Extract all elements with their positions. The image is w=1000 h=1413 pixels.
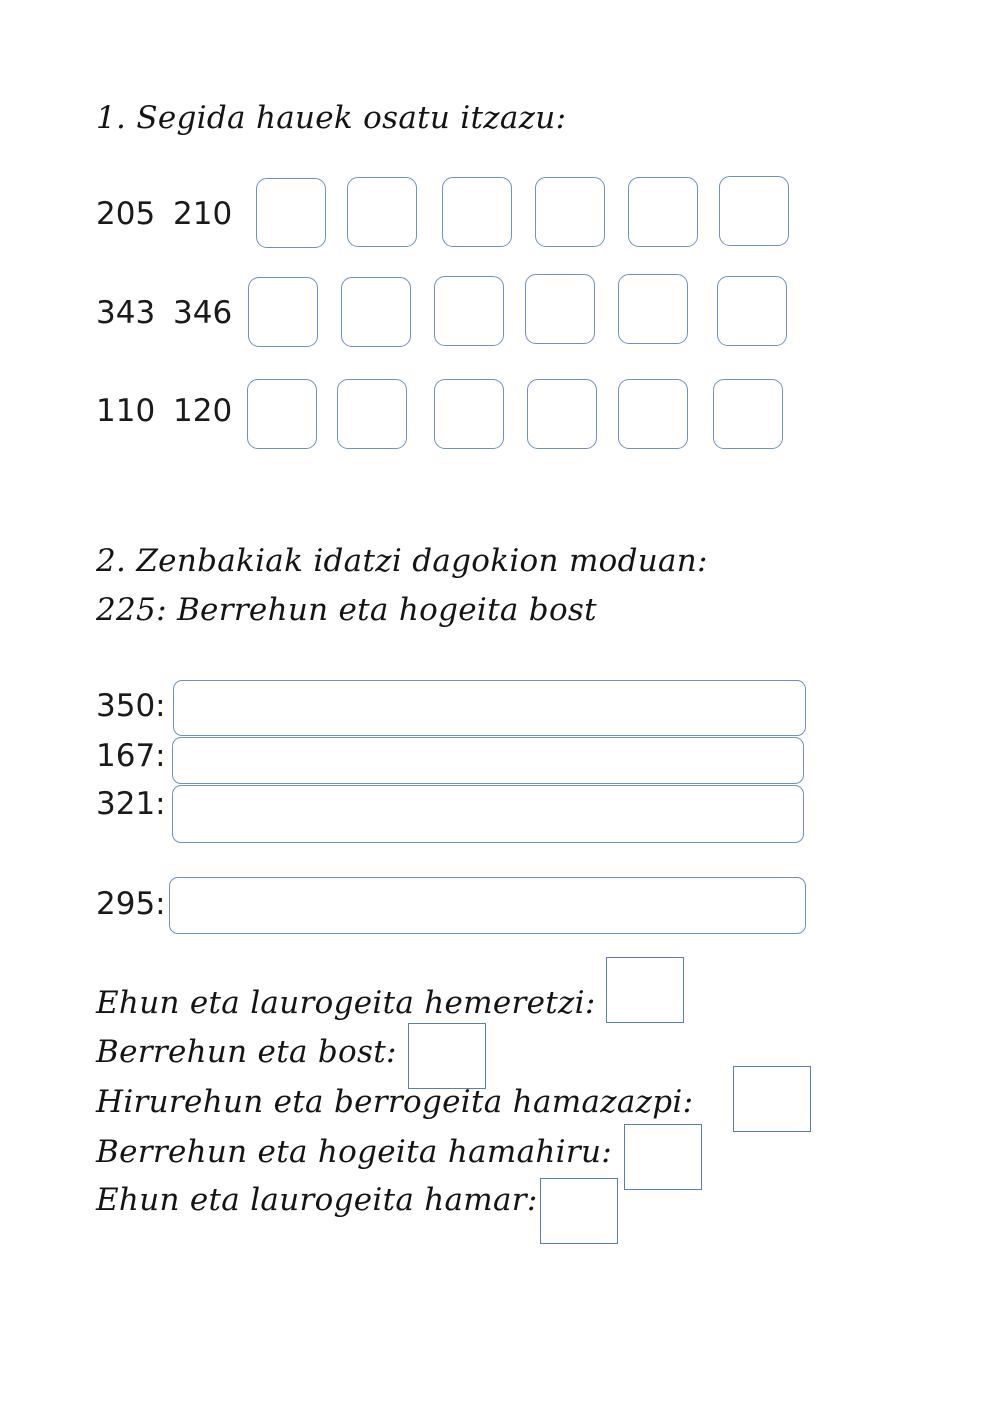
number-label-167: 167: bbox=[96, 738, 166, 774]
number-label-350: 350: bbox=[96, 688, 166, 724]
sequence-1-second: 210 bbox=[173, 196, 233, 232]
sequence-1-first: 205 bbox=[96, 196, 156, 232]
number-label-295: 295: bbox=[96, 886, 166, 922]
sequence-1-answer-box-2[interactable] bbox=[347, 177, 417, 247]
sequence-2-answer-box-2[interactable] bbox=[341, 277, 411, 347]
word-answer-box-4[interactable] bbox=[624, 1124, 702, 1190]
word-number-4: Berrehun eta hogeita hamahiru: bbox=[96, 1134, 612, 1170]
word-number-5: Ehun eta laurogeita hamar: bbox=[96, 1182, 538, 1218]
sequence-3-answer-box-1[interactable] bbox=[247, 379, 317, 449]
sequence-1-answer-box-4[interactable] bbox=[535, 177, 605, 247]
sequence-1-answer-box-3[interactable] bbox=[442, 177, 512, 247]
sequence-1-answer-box-6[interactable] bbox=[719, 176, 789, 246]
sequence-3-answer-box-3[interactable] bbox=[434, 379, 504, 449]
sequence-3-answer-box-4[interactable] bbox=[527, 379, 597, 449]
word-number-1: Ehun eta laurogeita hemeretzi: bbox=[96, 985, 596, 1021]
word-number-3: Hirurehun eta berrogeita hamazazpi: bbox=[96, 1084, 694, 1120]
sequence-3-first: 110 bbox=[96, 393, 156, 429]
word-answer-box-2[interactable] bbox=[408, 1023, 486, 1089]
word-answer-box-3[interactable] bbox=[733, 1066, 811, 1132]
word-number-2: Berrehun eta bost: bbox=[96, 1034, 397, 1070]
sequence-2-answer-box-4[interactable] bbox=[525, 274, 595, 344]
exercise-2-example: 225: Berrehun eta hogeita bost bbox=[96, 592, 597, 628]
sequence-2-first: 343 bbox=[96, 295, 156, 331]
word-answer-box-5[interactable] bbox=[540, 1178, 618, 1244]
number-label-321: 321: bbox=[96, 786, 166, 822]
sequence-1-answer-box-5[interactable] bbox=[628, 177, 698, 247]
answer-field-295[interactable] bbox=[169, 877, 806, 934]
sequence-3-second: 120 bbox=[173, 393, 233, 429]
sequence-2-second: 346 bbox=[173, 295, 233, 331]
answer-field-321[interactable] bbox=[172, 785, 804, 843]
sequence-2-answer-box-6[interactable] bbox=[717, 276, 787, 346]
answer-field-350[interactable] bbox=[173, 680, 806, 736]
word-answer-box-1[interactable] bbox=[606, 957, 684, 1023]
sequence-1-answer-box-1[interactable] bbox=[256, 178, 326, 248]
sequence-3-answer-box-5[interactable] bbox=[618, 379, 688, 449]
sequence-2-answer-box-5[interactable] bbox=[618, 274, 688, 344]
sequence-3-answer-box-6[interactable] bbox=[713, 379, 783, 449]
answer-field-167[interactable] bbox=[172, 737, 804, 784]
exercise-1-title: 1. Segida hauek osatu itzazu: bbox=[96, 100, 567, 136]
sequence-2-answer-box-3[interactable] bbox=[434, 276, 504, 346]
exercise-2-title: 2. Zenbakiak idatzi dagokion moduan: bbox=[96, 543, 708, 579]
sequence-3-answer-box-2[interactable] bbox=[337, 379, 407, 449]
sequence-2-answer-box-1[interactable] bbox=[248, 277, 318, 347]
